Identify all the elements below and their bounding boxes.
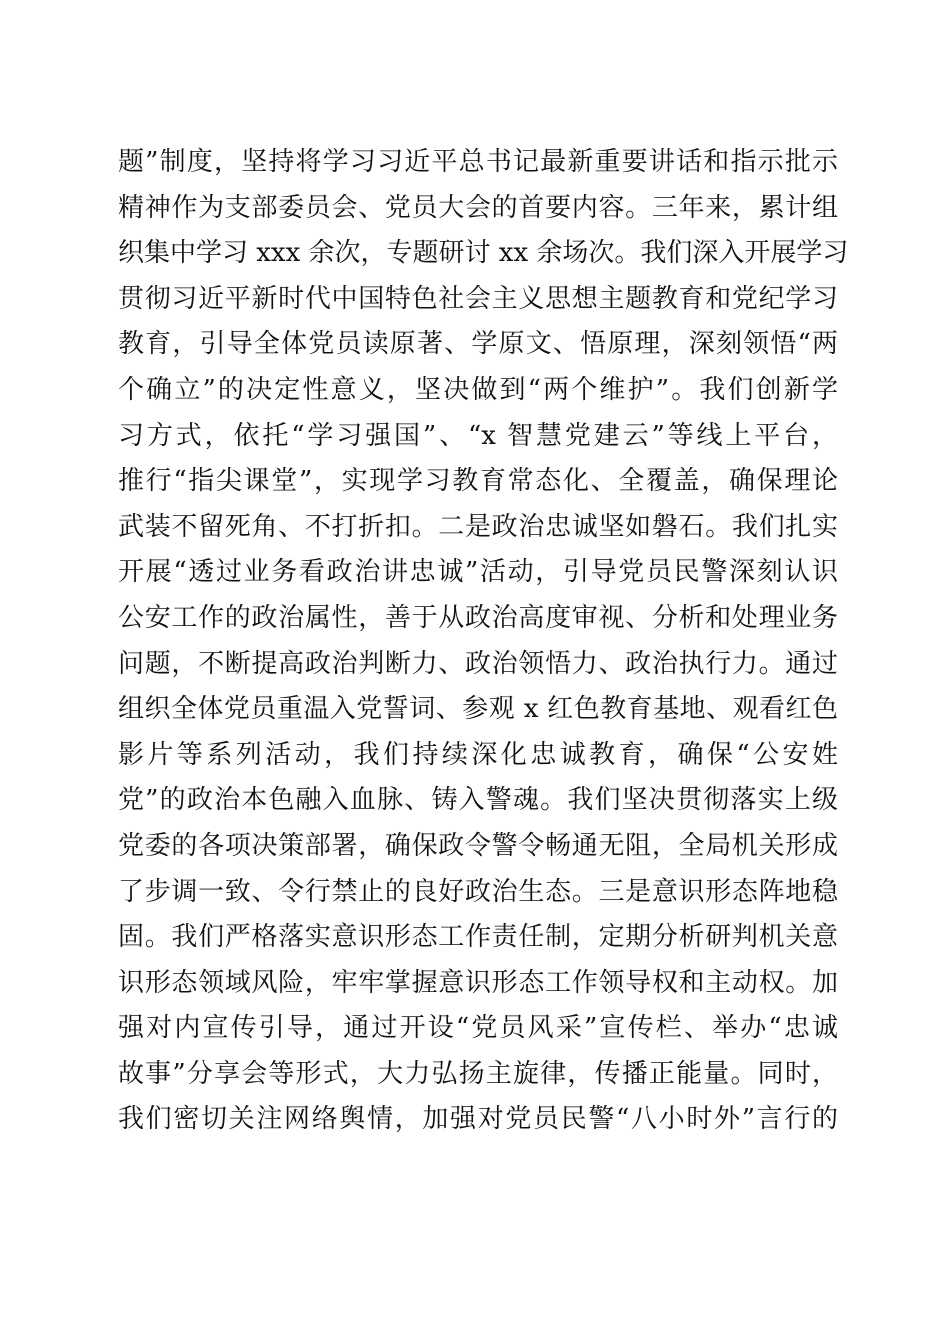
text-line: 影片等系列活动，我们持续深化忠诚教育，确保“公安姓: [118, 739, 838, 770]
text-line: 识形态领域风险，牢牢掌握意识形态工作领导权和主动权。加: [118, 967, 838, 998]
text-line: 公安工作的政治属性，善于从政治高度审视、分析和处理业务: [118, 602, 838, 633]
text-line: 了步调一致、令行禁止的良好政治生态。三是意识形态阵地稳: [118, 876, 838, 907]
text-line: 推行“指尖课堂”，实现学习教育常态化、全覆盖，确保理论: [118, 466, 838, 497]
text-line: 武装不留死角、不打折扣。二是政治忠诚坚如磐石。我们扎实: [118, 511, 838, 542]
text-line: 党”的政治本色融入血脉、铸入警魂。我们坚决贯彻落实上级: [118, 785, 838, 816]
text-line: 我们密切关注网络舆情，加强对党员民警“八小时外”言行的: [118, 1104, 838, 1135]
text-line: 党委的各项决策部署，确保政令警令畅通无阻，全局机关形成: [118, 830, 838, 861]
text-line: 固。我们严格落实意识形态工作责任制，定期分析研判机关意: [118, 922, 838, 953]
text-line: 开展“透过业务看政治讲忠诚”活动，引导党员民警深刻认识: [118, 557, 838, 588]
text-line: 题”制度，坚持将学习习近平总书记最新重要讲话和指示批示: [118, 147, 838, 177]
text-line: 强对内宣传引导，通过开设“党员风采”宣传栏、举办“忠诚: [118, 1013, 838, 1044]
text-line: 组织全体党员重温入党誓词、参观 x 红色教育基地、观看红色: [118, 694, 838, 725]
text-line: 精神作为支部委员会、党员大会的首要内容。三年来，累计组: [118, 192, 838, 223]
text-line: 故事”分享会等形式，大力弘扬主旋律，传播正能量。同时，: [118, 1058, 838, 1089]
text-line: 习方式，依托“学习强国”、“x 智慧党建云”等线上平台，: [118, 420, 838, 451]
text-line: 问题，不断提高政治判断力、政治领悟力、政治执行力。通过: [118, 648, 838, 679]
text-line: 织集中学习 xxx 余次，专题研讨 xx 余场次。我们深入开展学习: [118, 238, 849, 269]
body-paragraph: [118, 140, 849, 1143]
text-line: 教育，引导全体党员读原著、学原文、悟原理，深刻领悟“两: [118, 329, 838, 360]
text-line: 贯彻习近平新时代中国特色社会主义思想主题教育和党纪学习: [118, 283, 838, 314]
text-line: 个确立”的决定性意义，坚决做到“两个维护”。我们创新学: [118, 374, 838, 405]
